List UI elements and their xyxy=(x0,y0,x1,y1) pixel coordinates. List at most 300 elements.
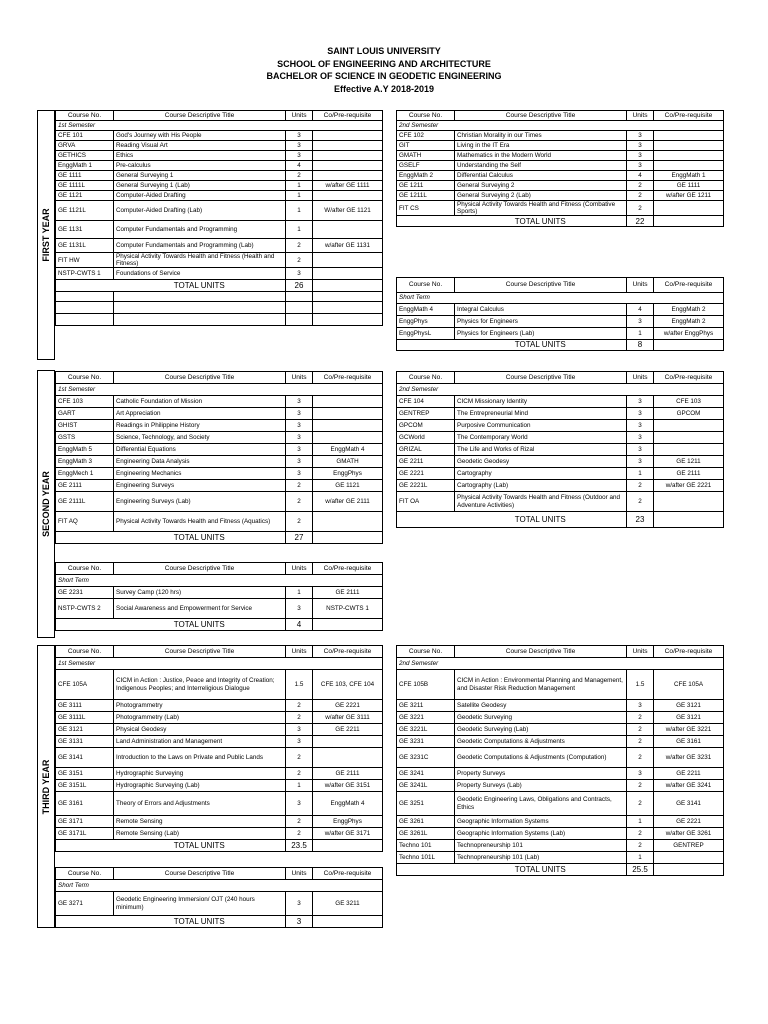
total-row xyxy=(56,532,383,544)
course-row xyxy=(397,670,724,700)
total-row-blank xyxy=(313,280,383,292)
course-title: Geographic Information Systems xyxy=(455,816,627,828)
course-prerequisite: GE 2111 xyxy=(313,768,383,780)
total-row-blank xyxy=(56,532,114,544)
course-title: Photogrammetry xyxy=(114,700,286,712)
course-title: Understanding the Self xyxy=(455,161,627,171)
course-units: 2 xyxy=(627,191,654,201)
table-header-row xyxy=(56,868,383,880)
course-title: Computer-Aided Drafting xyxy=(114,191,286,201)
program-name: BACHELOR OF SCIENCE IN GEODETIC ENGINEERING xyxy=(266,71,502,81)
course-title: Computer-Aided Drafting (Lab) xyxy=(114,201,286,221)
course-prerequisite: EnggMath 2 xyxy=(654,316,724,328)
course-row xyxy=(56,420,383,432)
course-units: 3 xyxy=(627,316,654,328)
column-header-prerequisite: Co/Pre-requisite xyxy=(654,278,724,293)
course-title: Property Surveys xyxy=(455,768,627,780)
course-units: 3 xyxy=(286,420,313,432)
term-label: Short Term xyxy=(56,575,383,587)
year-label-text: THIRD YEAR xyxy=(41,759,51,814)
column-header-course-no: Course No. xyxy=(397,372,455,384)
total-row-blank xyxy=(313,840,383,852)
course-prerequisite: w/after GE 1131 xyxy=(313,239,383,253)
table-header-row xyxy=(56,111,383,121)
second-year-1st-semester-table xyxy=(55,371,383,544)
course-row xyxy=(397,181,724,191)
column-header-course-no: Course No. xyxy=(56,868,114,880)
course-title: Geodetic Surveying xyxy=(455,712,627,724)
course-units: 2 xyxy=(627,712,654,724)
year-label-second xyxy=(37,370,55,638)
course-units: 1 xyxy=(286,221,313,239)
course-units: 2 xyxy=(286,748,313,768)
course-number: GIT xyxy=(397,141,455,151)
course-prerequisite xyxy=(313,736,383,748)
course-row xyxy=(397,736,724,748)
course-units: 2 xyxy=(627,780,654,792)
total-units-value: 26 xyxy=(286,280,313,292)
term-label: Short Term xyxy=(56,880,383,892)
course-number: GE 3271 xyxy=(56,892,114,916)
total-row-blank xyxy=(654,216,724,227)
course-number: FIT AQ xyxy=(56,512,114,532)
term-row xyxy=(56,658,383,670)
course-prerequisite xyxy=(313,171,383,181)
course-row xyxy=(56,141,383,151)
column-header-prerequisite: Co/Pre-requisite xyxy=(654,372,724,384)
course-number: GRIZAL xyxy=(397,444,455,456)
course-units: 3 xyxy=(627,444,654,456)
course-units: 1 xyxy=(627,852,654,864)
total-row xyxy=(56,280,383,292)
course-number: CFE 104 xyxy=(397,396,455,408)
course-prerequisite: EnggPhys xyxy=(313,468,383,480)
course-row xyxy=(56,456,383,468)
course-units: 3 xyxy=(286,151,313,161)
total-row xyxy=(397,340,724,351)
term-row xyxy=(56,384,383,396)
course-title: Engineering Mechanics xyxy=(114,468,286,480)
course-number: GE 2111L xyxy=(56,492,114,512)
course-prerequisite xyxy=(654,432,724,444)
course-title: Geodetic Engineering Immersion/ OJT (240 hours minimum) xyxy=(114,892,286,916)
course-prerequisite: GE 3121 xyxy=(654,712,724,724)
course-number: GCWorld xyxy=(397,432,455,444)
course-prerequisite: w/after GE 2221 xyxy=(654,480,724,492)
course-units: 3 xyxy=(627,768,654,780)
course-row xyxy=(397,420,724,432)
course-title: Technopreneurship 101 xyxy=(455,840,627,852)
column-header-prerequisite: Co/Pre-requisite xyxy=(313,563,383,575)
course-units: 2 xyxy=(286,700,313,712)
course-units: 3 xyxy=(286,792,313,816)
course-title: Engineering Surveys xyxy=(114,480,286,492)
total-units-value: 4 xyxy=(286,619,313,631)
course-prerequisite: CFE 103, CFE 104 xyxy=(313,670,383,700)
total-units-value: 22 xyxy=(627,216,654,227)
course-number: GSTS xyxy=(56,432,114,444)
course-units: 2 xyxy=(286,480,313,492)
course-prerequisite xyxy=(654,151,724,161)
course-number: CFE 103 xyxy=(56,396,114,408)
course-row xyxy=(56,712,383,724)
course-units: 2 xyxy=(627,201,654,216)
course-number: EnggPhysL xyxy=(397,328,455,340)
course-units: 2 xyxy=(627,792,654,816)
total-units-label: TOTAL UNITS xyxy=(114,280,286,292)
course-title: Purposive Communication xyxy=(455,420,627,432)
course-number: GE 3211 xyxy=(397,700,455,712)
course-title: Readings in Philippine History xyxy=(114,420,286,432)
second-year-short-term-table xyxy=(55,562,383,631)
total-units-value: 23.5 xyxy=(286,840,313,852)
course-row xyxy=(56,171,383,181)
empty-row xyxy=(56,302,383,314)
course-row xyxy=(397,724,724,736)
course-title: Geodetic Computations & Adjustments xyxy=(455,736,627,748)
course-row xyxy=(56,396,383,408)
course-units: 2 xyxy=(286,239,313,253)
course-title: God's Journey with His People xyxy=(114,131,286,141)
course-units: 2 xyxy=(627,828,654,840)
column-header-units: Units xyxy=(627,111,654,121)
course-title: CICM in Action : Environmental Planning and Management, and Disaster Risk Reduction Management xyxy=(455,670,627,700)
course-units: 3 xyxy=(286,599,313,619)
course-number: GE 1131L xyxy=(56,239,114,253)
course-number: GE 1121 xyxy=(56,191,114,201)
total-row-blank xyxy=(313,916,383,928)
course-title: Art Appreciation xyxy=(114,408,286,420)
course-row xyxy=(56,492,383,512)
course-prerequisite xyxy=(654,161,724,171)
course-row xyxy=(56,432,383,444)
total-units-label: TOTAL UNITS xyxy=(114,916,286,928)
column-header-prerequisite: Co/Pre-requisite xyxy=(654,111,724,121)
course-units: 3 xyxy=(286,444,313,456)
course-row xyxy=(56,792,383,816)
course-prerequisite xyxy=(313,151,383,161)
course-units: 2 xyxy=(627,492,654,512)
total-row-blank xyxy=(397,864,455,876)
course-prerequisite: W/after GE 1121 xyxy=(313,201,383,221)
column-header-prerequisite: Co/Pre-requisite xyxy=(313,111,383,121)
empty-cell xyxy=(286,314,313,326)
course-prerequisite: GE 2221 xyxy=(654,816,724,828)
course-number: GE 1211 xyxy=(397,181,455,191)
empty-cell xyxy=(56,292,114,302)
course-units: 3 xyxy=(627,396,654,408)
course-title: Survey Camp (120 hrs) xyxy=(114,587,286,599)
total-units-label: TOTAL UNITS xyxy=(114,532,286,544)
course-units: 3 xyxy=(286,736,313,748)
course-units: 3 xyxy=(286,724,313,736)
course-prerequisite xyxy=(654,141,724,151)
course-title: Geodetic Surveying (Lab) xyxy=(455,724,627,736)
course-row xyxy=(56,468,383,480)
course-number: CFE 102 xyxy=(397,131,455,141)
course-prerequisite: EnggPhys xyxy=(313,816,383,828)
column-header-prerequisite: Co/Pre-requisite xyxy=(313,868,383,880)
course-title: Cartography (Lab) xyxy=(455,480,627,492)
total-row-blank xyxy=(397,512,455,528)
course-prerequisite xyxy=(654,201,724,216)
course-prerequisite xyxy=(313,408,383,420)
course-number: GE 3241L xyxy=(397,780,455,792)
course-prerequisite: GE 1111 xyxy=(654,181,724,191)
course-number: GHIST xyxy=(56,420,114,432)
course-row xyxy=(397,712,724,724)
course-units: 1 xyxy=(286,201,313,221)
course-row xyxy=(397,432,724,444)
empty-cell xyxy=(286,302,313,314)
total-units-label: TOTAL UNITS xyxy=(455,216,627,227)
course-title: Differential Equations xyxy=(114,444,286,456)
course-prerequisite xyxy=(313,191,383,201)
course-title: Computer Fundamentals and Programming (Lab) xyxy=(114,239,286,253)
course-prerequisite xyxy=(313,432,383,444)
total-units-label: TOTAL UNITS xyxy=(455,512,627,528)
empty-cell xyxy=(313,302,383,314)
course-title: Physical Activity Towards Health and Fitness (Aquatics) xyxy=(114,512,286,532)
column-header-course-no: Course No. xyxy=(56,111,114,121)
course-row xyxy=(56,201,383,221)
column-header-units: Units xyxy=(627,278,654,293)
total-units-value: 3 xyxy=(286,916,313,928)
empty-cell xyxy=(114,302,286,314)
column-header-units: Units xyxy=(286,111,313,121)
table-header-row xyxy=(56,372,383,384)
course-number: CFE 101 xyxy=(56,131,114,141)
course-title: Pre-calculus xyxy=(114,161,286,171)
course-number: GE 2221L xyxy=(397,480,455,492)
university-name: SAINT LOUIS UNIVERSITY xyxy=(327,46,441,56)
course-number: FIT HW xyxy=(56,253,114,268)
course-prerequisite: GE 2211 xyxy=(654,768,724,780)
total-units-label: TOTAL UNITS xyxy=(455,340,627,351)
course-units: 3 xyxy=(286,892,313,916)
course-title: Geodetic Geodesy xyxy=(455,456,627,468)
course-prerequisite xyxy=(654,131,724,141)
course-title: Cartography xyxy=(455,468,627,480)
course-number: GE 3171 xyxy=(56,816,114,828)
course-title: Physical Geodesy xyxy=(114,724,286,736)
course-row xyxy=(56,670,383,700)
course-prerequisite: GE 1211 xyxy=(654,456,724,468)
course-row xyxy=(397,480,724,492)
course-title: Integral Calculus xyxy=(455,304,627,316)
column-header-title: Course Descriptive Title xyxy=(114,868,286,880)
column-header-title: Course Descriptive Title xyxy=(455,111,627,121)
course-units: 3 xyxy=(627,131,654,141)
course-units: 3 xyxy=(286,432,313,444)
course-units: 2 xyxy=(286,712,313,724)
course-row xyxy=(56,161,383,171)
course-number: GE 1131 xyxy=(56,221,114,239)
empty-row xyxy=(56,314,383,326)
course-prerequisite: w/after EnggPhys xyxy=(654,328,724,340)
course-prerequisite: w/after GE 3111 xyxy=(313,712,383,724)
course-number: EnggMath 5 xyxy=(56,444,114,456)
course-units: 4 xyxy=(627,171,654,181)
total-row-blank xyxy=(397,216,455,227)
term-row xyxy=(397,121,724,131)
course-title: The Contemporary World xyxy=(455,432,627,444)
empty-cell xyxy=(56,302,114,314)
column-header-course-no: Course No. xyxy=(56,646,114,658)
course-row xyxy=(56,700,383,712)
course-row xyxy=(397,408,724,420)
column-header-units: Units xyxy=(286,646,313,658)
course-title: Physics for Engineers (Lab) xyxy=(455,328,627,340)
course-prerequisite: GPCOM xyxy=(654,408,724,420)
course-row xyxy=(397,161,724,171)
course-number: GART xyxy=(56,408,114,420)
course-number: GE 2211 xyxy=(397,456,455,468)
year-label-text: SECOND YEAR xyxy=(41,471,51,537)
empty-row xyxy=(56,292,383,302)
term-row xyxy=(56,880,383,892)
course-row xyxy=(397,828,724,840)
course-prerequisite: EnggMath 4 xyxy=(313,444,383,456)
column-header-course-no: Course No. xyxy=(397,111,455,121)
course-prerequisite: GE 3211 xyxy=(313,892,383,916)
course-prerequisite xyxy=(313,161,383,171)
course-prerequisite: EnggMath 2 xyxy=(654,304,724,316)
course-units: 2 xyxy=(286,828,313,840)
third-year-short-term-table xyxy=(55,867,383,928)
course-title: The Life and Works of Rizal xyxy=(455,444,627,456)
total-row xyxy=(56,916,383,928)
course-prerequisite: GE 3121 xyxy=(654,700,724,712)
term-row xyxy=(397,293,724,304)
course-number: EnggPhys xyxy=(397,316,455,328)
first-year-short-term-table xyxy=(396,277,724,351)
first-year-2nd-semester-table xyxy=(396,110,724,227)
course-number: GENTREP xyxy=(397,408,455,420)
first-year-1st-semester-table xyxy=(55,110,383,326)
total-units-label: TOTAL UNITS xyxy=(114,840,286,852)
course-prerequisite xyxy=(313,131,383,141)
column-header-title: Course Descriptive Title xyxy=(455,372,627,384)
course-row xyxy=(397,304,724,316)
course-units: 3 xyxy=(286,468,313,480)
total-units-label: TOTAL UNITS xyxy=(455,864,627,876)
column-header-prerequisite: Co/Pre-requisite xyxy=(313,372,383,384)
course-prerequisite xyxy=(313,512,383,532)
total-row-blank xyxy=(654,512,724,528)
course-title: Geodetic Engineering Laws, Obligations and Contracts, Ethics xyxy=(455,792,627,816)
column-header-course-no: Course No. xyxy=(56,372,114,384)
course-units: 3 xyxy=(286,141,313,151)
course-units: 2 xyxy=(627,748,654,768)
course-title: Photogrammetry (Lab) xyxy=(114,712,286,724)
column-header-title: Course Descriptive Title xyxy=(455,278,627,293)
course-number: GE 2111 xyxy=(56,480,114,492)
course-title: Differential Calculus xyxy=(455,171,627,181)
course-row xyxy=(397,840,724,852)
total-row-blank xyxy=(56,280,114,292)
empty-cell xyxy=(286,292,313,302)
course-number: EnggMath 4 xyxy=(397,304,455,316)
course-number: CFE 105A xyxy=(56,670,114,700)
course-number: GE 3131 xyxy=(56,736,114,748)
course-title: Christian Morality in our Times xyxy=(455,131,627,141)
course-row xyxy=(56,828,383,840)
course-row xyxy=(56,239,383,253)
course-row xyxy=(397,792,724,816)
course-row xyxy=(56,408,383,420)
course-title: Hydrographic Surveying xyxy=(114,768,286,780)
course-prerequisite: w/after GE 3261 xyxy=(654,828,724,840)
term-label: 1st Semester xyxy=(56,658,383,670)
total-row-blank xyxy=(56,840,114,852)
table-header-row xyxy=(56,646,383,658)
course-number: GE 3261L xyxy=(397,828,455,840)
course-row xyxy=(397,748,724,768)
column-header-title: Course Descriptive Title xyxy=(114,372,286,384)
course-title: Geodetic Computations & Adjustments (Computation) xyxy=(455,748,627,768)
total-row-blank xyxy=(56,619,114,631)
course-units: 2 xyxy=(286,253,313,268)
table-header-row xyxy=(56,563,383,575)
course-units: 2 xyxy=(627,181,654,191)
course-number: GE 2221 xyxy=(397,468,455,480)
course-prerequisite xyxy=(313,221,383,239)
course-title: General Surveying 1 (Lab) xyxy=(114,181,286,191)
third-year-2nd-semester-table xyxy=(396,645,724,876)
total-row-blank xyxy=(654,340,724,351)
course-row xyxy=(397,700,724,712)
course-row xyxy=(56,724,383,736)
column-header-title: Course Descriptive Title xyxy=(114,111,286,121)
course-prerequisite xyxy=(313,268,383,280)
course-number: GRVA xyxy=(56,141,114,151)
course-title: Physical Activity Towards Health and Fitness (Combative Sports) xyxy=(455,201,627,216)
empty-cell xyxy=(313,292,383,302)
term-row xyxy=(397,384,724,396)
course-row xyxy=(56,599,383,619)
course-units: 1 xyxy=(627,816,654,828)
course-number: Techno 101L xyxy=(397,852,455,864)
course-row xyxy=(397,816,724,828)
second-year-2nd-semester-table xyxy=(396,371,724,528)
course-row xyxy=(397,492,724,512)
course-units: 2 xyxy=(627,724,654,736)
course-number: GE 3151L xyxy=(56,780,114,792)
term-label: 2nd Semester xyxy=(397,658,724,670)
course-units: 1 xyxy=(286,181,313,191)
course-title: Computer Fundamentals and Programming xyxy=(114,221,286,239)
course-title: Catholic Foundation of Mission xyxy=(114,396,286,408)
year-label-text: FIRST YEAR xyxy=(41,208,51,262)
course-prerequisite: GE 1121 xyxy=(313,480,383,492)
course-prerequisite: NSTP-CWTS 1 xyxy=(313,599,383,619)
course-units: 2 xyxy=(286,171,313,181)
course-prerequisite xyxy=(654,852,724,864)
third-year-1st-semester-table xyxy=(55,645,383,852)
course-row xyxy=(56,444,383,456)
course-prerequisite: GE 3141 xyxy=(654,792,724,816)
course-units: 1 xyxy=(286,780,313,792)
total-row-blank xyxy=(56,916,114,928)
course-prerequisite: GMATH xyxy=(313,456,383,468)
course-row xyxy=(397,141,724,151)
total-row xyxy=(56,619,383,631)
course-prerequisite: w/after GE 1211 xyxy=(654,191,724,201)
term-label: 1st Semester xyxy=(56,384,383,396)
course-row xyxy=(56,780,383,792)
column-header-prerequisite: Co/Pre-requisite xyxy=(313,646,383,658)
